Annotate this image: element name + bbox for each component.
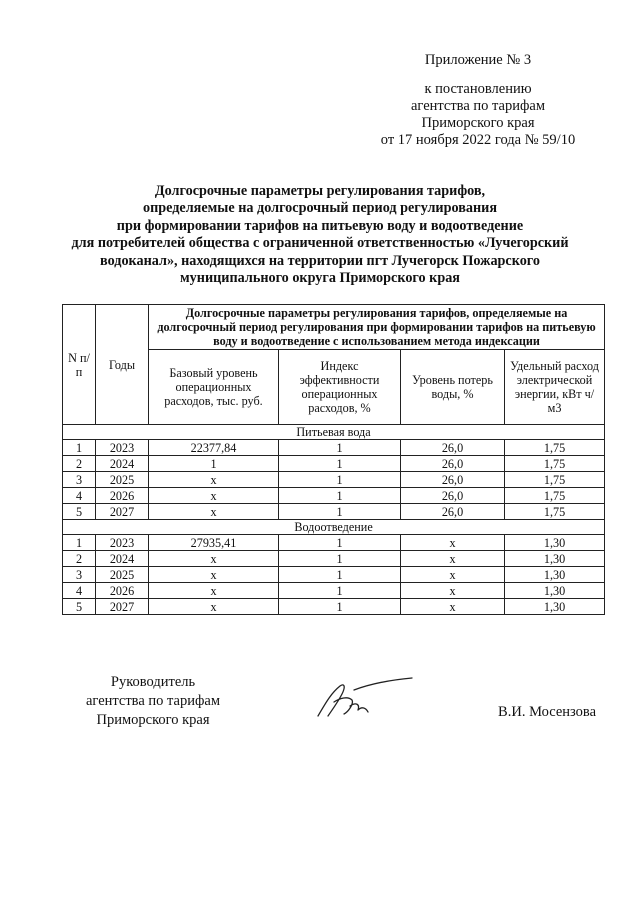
cell-energy: 1,30 xyxy=(505,551,605,567)
cell-index: 1 xyxy=(279,504,401,520)
section-drinking-water: Питьевая вода xyxy=(63,425,605,440)
cell-base: х xyxy=(149,583,279,599)
table-row xyxy=(63,456,605,472)
document-title xyxy=(40,183,600,287)
cell-losses: 26,0 xyxy=(401,456,505,472)
cell-n: 5 xyxy=(63,504,96,520)
cell-energy: 1,75 xyxy=(505,456,605,472)
signatory-name: В.И. Мосензова xyxy=(498,704,596,720)
signatory-line-2: агентства по тарифам xyxy=(86,693,220,709)
title-line-5: водоканал», находящихся на территории пгт Лучегорск Пожарского xyxy=(100,252,540,269)
cell-index: 1 xyxy=(279,535,401,551)
header-number: N п/п xyxy=(63,305,96,425)
table-row xyxy=(63,504,605,520)
appendix-line-1: к постановлению xyxy=(424,81,532,97)
cell-index: 1 xyxy=(279,583,401,599)
cell-losses: х xyxy=(401,583,505,599)
header-energy-consumption: Удельный расход электрической энергии, кВт ч/м3 xyxy=(505,350,605,425)
cell-year: 2025 xyxy=(96,472,149,488)
cell-losses: х xyxy=(401,535,505,551)
cell-year: 2026 xyxy=(96,583,149,599)
cell-index: 1 xyxy=(279,456,401,472)
cell-base: х xyxy=(149,504,279,520)
cell-energy: 1,75 xyxy=(505,440,605,456)
cell-energy: 1,75 xyxy=(505,472,605,488)
cell-index: 1 xyxy=(279,567,401,583)
table-row xyxy=(63,488,605,504)
cell-base: х xyxy=(149,567,279,583)
cell-n: 2 xyxy=(63,551,96,567)
cell-energy: 1,75 xyxy=(505,504,605,520)
cell-n: 2 xyxy=(63,456,96,472)
cell-index: 1 xyxy=(279,488,401,504)
header-year: Годы xyxy=(96,305,149,425)
table-row xyxy=(63,599,605,615)
table-row xyxy=(63,583,605,599)
header-efficiency-index: Индекс эффективности операционных расходов, % xyxy=(279,350,401,425)
cell-base: х xyxy=(149,472,279,488)
cell-n: 1 xyxy=(63,440,96,456)
signatory-line-3: Приморского края xyxy=(96,712,210,728)
cell-year: 2027 xyxy=(96,504,149,520)
cell-energy: 1,30 xyxy=(505,535,605,551)
cell-index: 1 xyxy=(279,599,401,615)
cell-n: 3 xyxy=(63,567,96,583)
cell-index: 1 xyxy=(279,551,401,567)
signatory-position xyxy=(86,673,220,730)
cell-n: 5 xyxy=(63,599,96,615)
cell-energy: 1,75 xyxy=(505,488,605,504)
appendix-line-2: агентства по тарифам xyxy=(411,98,545,114)
appendix-line-3: Приморского края xyxy=(421,115,535,131)
section-wastewater: Водоотведение xyxy=(63,520,605,535)
cell-year: 2025 xyxy=(96,567,149,583)
cell-base: х xyxy=(149,551,279,567)
header-base-level: Базовый уровень операционных расходов, тыс. руб. xyxy=(149,350,279,425)
cell-base: х xyxy=(149,599,279,615)
cell-energy: 1,30 xyxy=(505,567,605,583)
table-row xyxy=(63,440,605,456)
cell-energy: 1,30 xyxy=(505,599,605,615)
table-row xyxy=(63,472,605,488)
cell-losses: х xyxy=(401,551,505,567)
table-row xyxy=(63,551,605,567)
table-row xyxy=(63,535,605,551)
title-line-6: муниципального округа Приморского края xyxy=(180,270,460,287)
cell-year: 2023 xyxy=(96,535,149,551)
signature-icon xyxy=(310,672,420,724)
cell-year: 2024 xyxy=(96,551,149,567)
cell-losses: 26,0 xyxy=(401,488,505,504)
cell-n: 4 xyxy=(63,488,96,504)
cell-year: 2023 xyxy=(96,440,149,456)
cell-base: 22377,84 xyxy=(149,440,279,456)
cell-year: 2024 xyxy=(96,456,149,472)
cell-n: 3 xyxy=(63,472,96,488)
appendix-number: Приложение № 3 xyxy=(424,52,532,68)
appendix-line-4: от 17 ноября 2022 года № 59/10 xyxy=(380,132,576,148)
title-line-1: Долгосрочные параметры регулирования тарифов, xyxy=(154,183,486,199)
cell-base: 1 xyxy=(149,456,279,472)
cell-index: 1 xyxy=(279,472,401,488)
cell-year: 2026 xyxy=(96,488,149,504)
handwritten-signature xyxy=(310,672,420,729)
header-water-losses: Уровень потерь воды, % xyxy=(401,350,505,425)
header-group: Долгосрочные параметры регулирования тарифов, определяемые на долгосрочный период регулирования при формировании тарифов на питьевую воду и водоотведение с использованием метода индексации xyxy=(149,305,605,350)
title-line-2: определяемые на долгосрочный период регулирования xyxy=(142,200,498,217)
cell-base: х xyxy=(149,488,279,504)
cell-losses: х xyxy=(401,567,505,583)
cell-losses: 26,0 xyxy=(401,472,505,488)
cell-base: 27935,41 xyxy=(149,535,279,551)
cell-losses: 26,0 xyxy=(401,504,505,520)
table-row xyxy=(63,567,605,583)
signatory-line-1: Руководитель xyxy=(110,674,196,690)
cell-n: 1 xyxy=(63,535,96,551)
title-line-3: при формировании тарифов на питьевую воду и водоотведение xyxy=(116,217,524,234)
parameters-table xyxy=(62,304,605,615)
cell-losses: х xyxy=(401,599,505,615)
cell-losses: 26,0 xyxy=(401,440,505,456)
cell-index: 1 xyxy=(279,440,401,456)
title-line-4: для потребителей общества с ограниченной ответственностью «Лучегорский xyxy=(71,235,569,252)
cell-energy: 1,30 xyxy=(505,583,605,599)
cell-n: 4 xyxy=(63,583,96,599)
appendix-block xyxy=(368,52,588,149)
cell-year: 2027 xyxy=(96,599,149,615)
